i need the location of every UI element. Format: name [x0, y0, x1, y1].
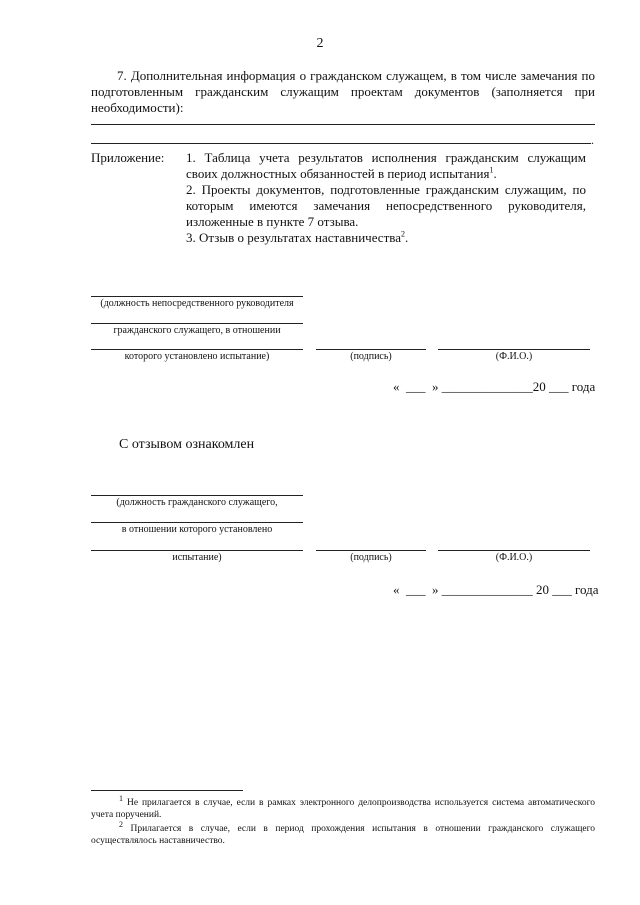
footnote-marker: 2: [119, 819, 123, 829]
appendix-label: Приложение:: [91, 150, 165, 165]
footnote-marker: 1: [119, 793, 123, 803]
appendix-item-1-line-2: своих должностных обязанностей в период испытания$^1$.: [186, 165, 497, 181]
footnote-1: $^1$ Не прилагается в случае, если в рамках электронного делопроизводства используется система автоматического учета поручений.: [91, 793, 596, 820]
section-7-text: [91, 68, 595, 116]
line-end-dot: .: [591, 133, 594, 147]
section-7-paragraph: 7. Дополнительная информация о гражданском служащем, в том числе замечания по подготовленным гражданским служащим проектам документов (заполняется при необходимости):: [91, 68, 595, 115]
position-line: [91, 550, 303, 551]
signature-caption: (подпись): [350, 351, 392, 362]
position-caption-3: испытание): [172, 552, 222, 563]
position-caption-3: которого установлено испытание): [124, 351, 270, 362]
fio-caption: (Ф.И.О.): [495, 552, 533, 563]
position-caption-2: в отношении которого установлено: [121, 524, 273, 535]
date-field: « ___ » ______________ 20 ___ года: [393, 582, 599, 597]
footnote-separator: [91, 790, 243, 791]
appendix-item-3: 3. Отзыв о результатах наставничества$^2$.: [186, 229, 409, 245]
footnote-ref: 2: [401, 229, 405, 239]
acquainted-label: С отзывом ознакомлен: [119, 437, 255, 452]
fio-caption: (Ф.И.О.): [495, 351, 533, 362]
footnote-ref: 1: [489, 165, 494, 175]
position-caption-1: (должность непосредственного руководителя: [100, 298, 294, 309]
appendix-item-2: 2. Проекты документов, подготовленные гражданским служащим, по которым имеются замечания непосредственного руководителя, изложенные в пункте 7 отзыва.: [186, 182, 586, 229]
signature-caption: (подпись): [350, 552, 392, 563]
position-line: [91, 522, 303, 523]
position-line: [91, 296, 303, 297]
position-caption-2: гражданского служащего, в отношении: [113, 325, 281, 336]
position-caption-1: (должность гражданского служащего,: [116, 497, 278, 508]
position-line: [91, 349, 303, 350]
date-field: « ___ » ______________20 ___ года: [393, 379, 596, 394]
appendix-item-1-line-1: 1. Таблица учета результатов исполнения гражданским служащим: [186, 150, 586, 165]
fill-line: [91, 143, 591, 144]
position-line: [91, 323, 303, 324]
appendix-list: [186, 150, 586, 246]
fill-line: [91, 124, 595, 125]
position-line: [91, 495, 303, 496]
page-number: 2: [316, 36, 324, 51]
signature-line: [316, 550, 426, 551]
signature-line: [316, 349, 426, 350]
fio-line: [438, 349, 590, 350]
fio-line: [438, 550, 590, 551]
footnote-2: $^2$ Прилагается в случае, если в период прохождения испытания в отношении гражданского служащего осуществлялось наставничество.: [91, 819, 596, 846]
